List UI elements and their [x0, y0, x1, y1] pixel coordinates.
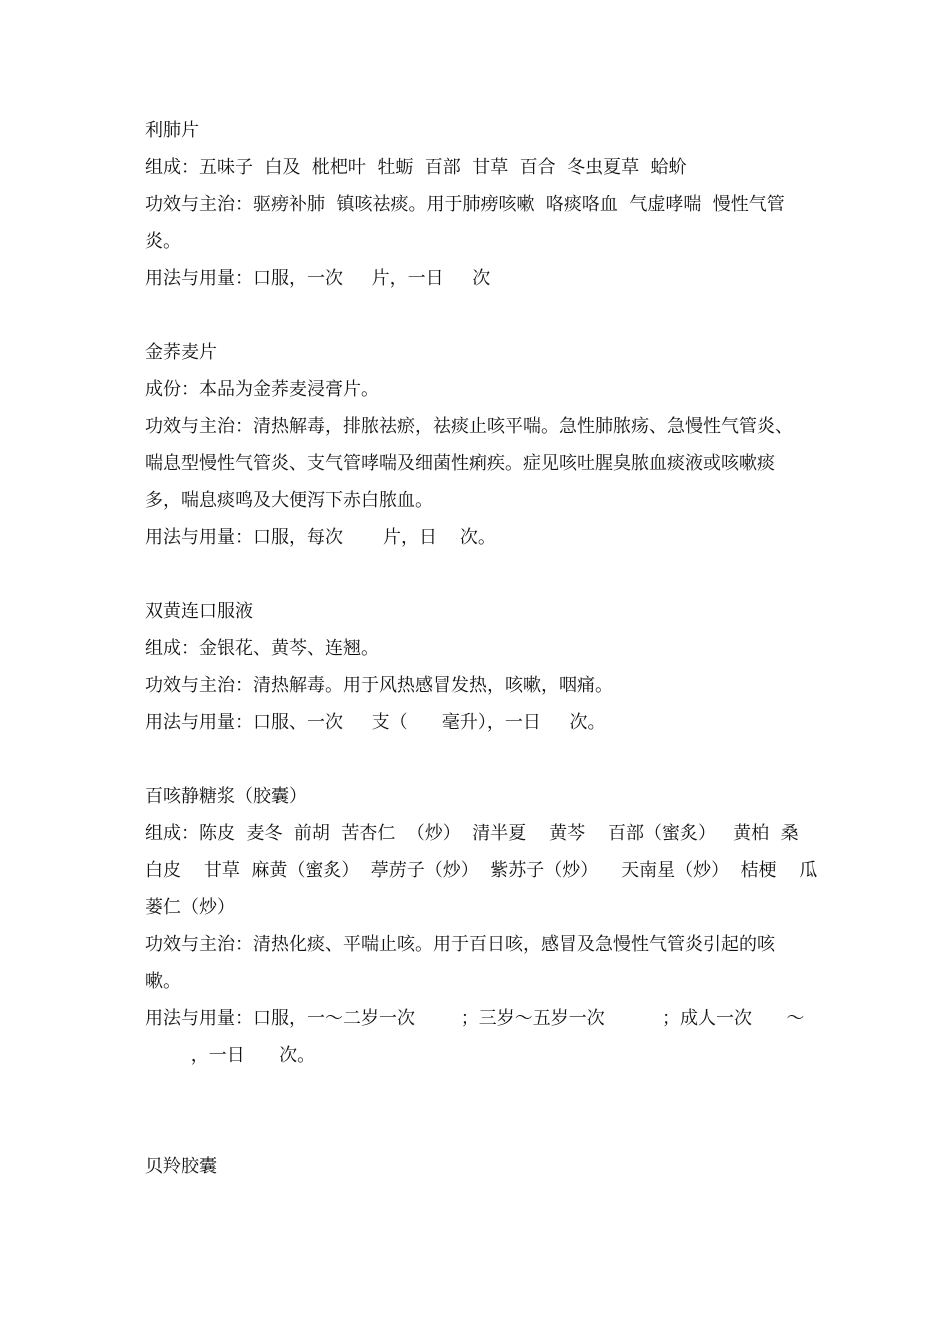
indication-line: 功效与主治：清热解毒，排脓祛瘀，祛痰止咳平喘。急性肺脓疡、急慢性气管炎、 [145, 416, 793, 437]
composition-line-cont: 蒌仁（炒） [145, 897, 235, 918]
entry-shuanghuanglian [145, 593, 825, 741]
dosage-line: 用法与用量：口服，每次 片，日 次。 [145, 527, 496, 548]
entry-lifei-pian [145, 112, 825, 297]
composition-line: 组成：金银花、黄芩、连翘。 [145, 638, 379, 659]
composition-line: 成份：本品为金荞麦浸膏片。 [145, 379, 379, 400]
composition-line-cont: 白皮 甘草 麻黄（蜜炙） 葶苈子（炒） 紫苏子（炒） 天南星（炒） 桔梗 瓜 [145, 860, 818, 881]
entry-jinqiaomai-pian [145, 334, 825, 556]
indication-line: 功效与主治：清热解毒。用于风热感冒发热，咳嗽，咽痛。 [145, 675, 613, 696]
spacer [145, 556, 825, 593]
dosage-line-cont: ，一日 次。 [145, 1045, 316, 1066]
document-page [145, 112, 825, 1185]
indication-line-cont: 喘息型慢性气管炎、支气管哮喘及细菌性痢疾。症见咳吐腥臭脓血痰液或咳嗽痰 [145, 453, 775, 474]
entry-beiling-jiaonang [145, 1148, 825, 1185]
entry-title: 利肺片 [145, 120, 199, 141]
indication-line-cont: 炎。 [145, 231, 181, 252]
entry-baikejing [145, 778, 825, 1074]
indication-line-cont: 多，喘息痰鸣及大便泻下赤白脓血。 [145, 490, 433, 511]
spacer [145, 741, 825, 778]
entry-title: 贝羚胶囊 [145, 1156, 217, 1177]
composition-line: 组成：五味子 白及 枇杷叶 牡蛎 百部 甘草 百合 冬虫夏草 蛤蚧 [145, 157, 687, 178]
entry-title: 双黄连口服液 [145, 601, 253, 622]
indication-line: 功效与主治：清热化痰、平喘止咳。用于百日咳，感冒及急慢性气管炎引起的咳 [145, 934, 775, 955]
entry-title: 金荞麦片 [145, 342, 217, 363]
spacer [145, 1074, 825, 1148]
entry-title: 百咳静糖浆（胶囊） [145, 786, 307, 807]
indication-line-cont: 嗽。 [145, 971, 181, 992]
dosage-line: 用法与用量：口服，一次 片，一日 次 [145, 268, 491, 289]
dosage-line: 用法与用量：口服，一～二岁一次 ；三岁～五岁一次 ；成人一次 ～ [145, 1008, 805, 1029]
dosage-line: 用法与用量：口服、一次 支（ 毫升），一日 次。 [145, 712, 606, 733]
composition-line: 组成：陈皮 麦冬 前胡 苦杏仁 （炒） 清半夏 黄芩 百部（蜜炙） 黄柏 桑 [145, 823, 799, 844]
spacer [145, 297, 825, 334]
indication-line: 功效与主治：驱痨补肺 镇咳祛痰。用于肺痨咳嗽 咯痰咯血 气虚哮喘 慢性气管 [145, 194, 785, 215]
